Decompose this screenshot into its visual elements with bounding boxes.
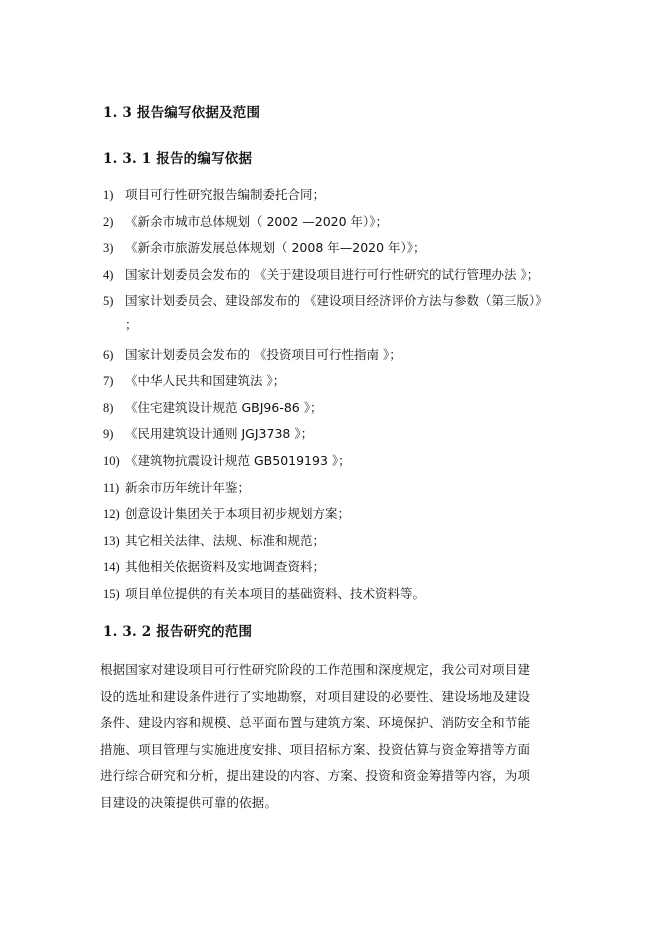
list-item-text: 创意设计集团关于本项目初步规划方案； (125, 506, 351, 522)
list-item-text: 《中华人民共和国建筑法 》； (125, 373, 286, 389)
list-item (103, 345, 573, 372)
list-item-number: 11) (103, 480, 120, 495)
list-item-number: 15) (103, 586, 120, 601)
list-item-text: 《新余市城市总体规划（ 2002 —2020 年）》； (125, 213, 389, 229)
list-item-text: 项目可行性研究报告编制委托合同； (125, 187, 326, 202)
paragraph-line: 措施、项目管理与实施进度安排、项目招标方案、投资估算与资金筹措等方面 (100, 741, 531, 757)
list-item (103, 451, 573, 478)
list-item-number: 13) (103, 533, 120, 548)
subsection-scope-title: 1. 3. 2 报告研究的范围 (103, 624, 253, 640)
list-item (103, 265, 573, 292)
list-item-text: 其它相关法律、法规、标准和规范； (125, 532, 326, 548)
list-item-number: 6) (103, 347, 114, 362)
list-item-number: 9) (103, 427, 114, 442)
list-item-text: 《住宅建筑设计规范 GBJ96-86 》； (125, 399, 323, 415)
list-item (103, 557, 573, 584)
list-item-number: 10) (103, 453, 120, 468)
list-item-number: 14) (103, 560, 120, 575)
list-item (103, 291, 573, 344)
section-title: 1. 3 报告编写依据及范围 (103, 105, 261, 121)
list-item-number: 5) (103, 294, 114, 309)
paragraph-line: 设的选址和建设条件进行了实地勘察，对项目建设的必要性、建设场地及建设 (100, 688, 531, 704)
list-item-text: 项目单位提供的有关本项目的基础资料、技术资料等。 (125, 585, 426, 601)
list-item-text: 《新余市旅游发展总体规划（ 2008 年—2020 年）》； (125, 240, 426, 256)
list-item (103, 371, 573, 398)
list-item-number: 12) (103, 507, 120, 522)
list-item-text: 国家计划委员会发布的 《关于建设项目进行可行性研究的试行管理办法 》； (125, 266, 540, 282)
list-item-number: 2) (103, 214, 114, 229)
list-item-number: 3) (103, 241, 114, 256)
list-item (103, 584, 573, 611)
paragraph-line: 条件、建设内容和规模、总平面布置与建筑方案、环境保护、消防安全和节能 (100, 715, 531, 731)
paragraph-line: 目建设的决策提供可靠的依据。 (100, 794, 278, 810)
list-item (103, 424, 573, 451)
list-item (103, 478, 573, 505)
list-item (103, 185, 573, 212)
list-item-text: 《建筑物抗震设计规范 GB5019193 》； (125, 452, 351, 468)
list-item-text: 国家计划委员会发布的 《投资项目可行性指南 》； (125, 346, 402, 362)
list-item (103, 238, 573, 265)
scope-paragraph (100, 660, 560, 820)
list-item (103, 531, 573, 558)
list-item-continuation: ； (125, 317, 138, 333)
list-item-number: 1) (103, 188, 114, 202)
list-item-text: 新余市历年统计年鉴； (125, 479, 251, 495)
list-item-number: 7) (103, 374, 114, 389)
list-item (103, 212, 573, 239)
list-item-text: 国家计划委员会、建设部发布的 《建设项目经济评价方法与参数（第三版）》 (125, 293, 548, 309)
list-item (103, 398, 573, 425)
subsection-basis-title: 1. 3. 1 报告的编写依据 (103, 151, 253, 167)
paragraph-line: 进行综合研究和分析，提出建设的内容、方案、投资和资金筹措等内容，为项 (100, 768, 531, 784)
list-item-text: 《民用建筑设计通则 JGJ3738 》； (125, 426, 314, 442)
list-item (103, 504, 573, 531)
list-item-text: 其他相关依据资料及实地调查资料； (125, 559, 326, 575)
list-item-number: 8) (103, 400, 114, 415)
basis-list (103, 185, 573, 611)
list-item-number: 4) (103, 267, 114, 282)
paragraph-line: 根据国家对建设项目可行性研究阶段的工作范围和深度规定，我公司对项目建 (100, 662, 531, 677)
